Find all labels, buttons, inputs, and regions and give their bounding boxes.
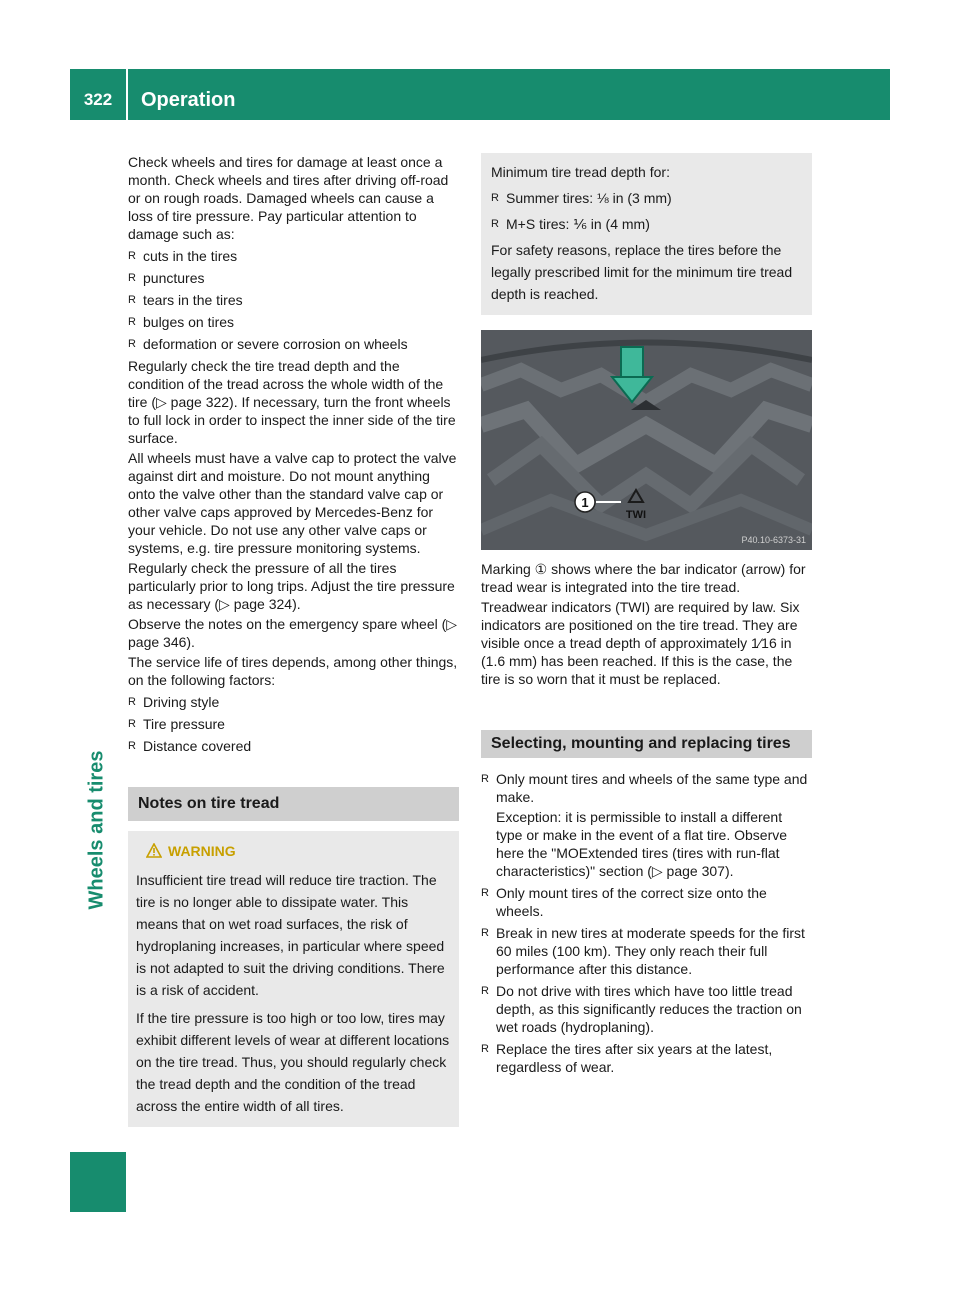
tire-tread-figure [481, 330, 812, 550]
list-item: R deformation or severe corrosion on wheels [128, 335, 459, 353]
list-item: R Driving style [128, 693, 459, 711]
warning-box [128, 831, 459, 1127]
list-item: R tears in the tires [128, 291, 459, 309]
list-item: R punctures [128, 269, 459, 287]
list-item-note: Exception: it is permissible to install a different type or make in the event of a flat tire. Observe here the "MOExtended tires (tires with run-flat characteristics)" section (▷ page 307). [496, 809, 788, 879]
warning-heading: WARNING [136, 841, 451, 863]
list-item: R Only mount tires and wheels of the same type and make. Exception: it is permissible to install a different type or make in the event of a flat tire. Observe here the "MOExtended tires (tires with run-flat characteristics)" section (▷ page 307). [481, 770, 812, 880]
sidebar-chapter-text: Wheels and tires [85, 750, 108, 910]
figure-marker-1: 1 [581, 495, 589, 510]
list-item: R bulges on tires [128, 313, 459, 331]
figure-twi-label: TWI [625, 509, 647, 521]
list-item: R Break in new tires at moderate speeds for the first 60 miles (100 km). They only reach their full performance after this distance. [481, 924, 812, 978]
list-item: R Only mount tires of the correct size onto the wheels. [481, 884, 812, 920]
list-item: R Tire pressure [128, 715, 459, 733]
service-life-paragraph: The service life of tires depends, among other things, on the following factors: [128, 654, 458, 688]
header-divider [126, 69, 128, 120]
sidebar-chapter-label [82, 720, 112, 940]
page-title: Operation [141, 89, 236, 111]
list-item: R M+S tires: ⅙ in (4 mm) [491, 213, 802, 235]
left-column [128, 153, 459, 1127]
section-heading-tire-tread: Notes on tire tread [128, 787, 459, 821]
damage-list [128, 247, 459, 353]
valve-cap-paragraph: All wheels must have a valve cap to protect the valve against dirt and moisture. Do not mount anything onto the valve other than the standard valve cap or other valve caps approved by Mercedes-Benz for your vehicle. Do not use any other valve caps or systems, e.g. tire pressure monitoring systems. [128, 450, 457, 556]
min-tread-note: For safety reasons, replace the tires before the legally prescribed limit for the minimum tire tread depth is reached. [491, 242, 793, 302]
factors-list [128, 693, 459, 755]
figure-code: P40.10-6373-31 [741, 535, 806, 545]
list-item: R Summer tires: ⅛ in (3 mm) [491, 187, 802, 209]
marking-paragraph: Marking ① shows where the bar indicator (arrow) for tread wear is integrated into the tire tread. [481, 561, 806, 595]
spare-wheel-paragraph: Observe the notes on the emergency spare wheel (▷ page 346). [128, 616, 458, 650]
list-item: R Do not drive with tires which have too little tread depth, as this significantly reduces the traction on wet roads (hydroplaning). [481, 982, 812, 1036]
min-tread-title: Minimum tire tread depth for: [491, 164, 670, 180]
page-number: 322 [83, 90, 113, 109]
list-item: R Distance covered [128, 737, 459, 755]
twi-paragraph: Treadwear indicators (TWI) are required by law. Six indicators are positioned on the tire tread. They are visible once a tread depth of approximately 1⁄16 in (1.6 mm) has been reached. If this is the case, the tire is so worn that it must be replaced. [481, 599, 800, 687]
pressure-paragraph: Regularly check the pressure of all the tires particularly prior to long trips. Adjust the tire pressure as necessary (▷ page 324). [128, 560, 455, 612]
right-column [481, 153, 812, 1080]
list-item: R cuts in the tires [128, 247, 459, 265]
warning-text-1: Insufficient tire tread will reduce tire traction. The tire is no longer able to dissipate water. This means that on wet road surfaces, the risk of hydroplaning increases, in particular where speed is not adapted to suit the driving conditions. There is a risk of accident. [136, 872, 445, 998]
list-item: R Replace the tires after six years at the latest, regardless of wear. [481, 1040, 812, 1076]
warning-triangle-icon [146, 843, 162, 863]
intro-paragraph: Check wheels and tires for damage at least once a month. Check wheels and tires after driving off-road or on rough roads. Damaged wheels can cause a loss of tire pressure. Pay particular attention to damage such as: [128, 154, 449, 242]
warning-text-2: If the tire pressure is too high or too low, tires may exhibit different levels of wear at different locations on the tire tread. Thus, you should regularly check the tread depth and the condition of the tread across the entire width of all tires. [136, 1010, 450, 1114]
sidebar-tab-block [70, 1152, 126, 1212]
tire-tread-illustration [481, 330, 812, 550]
section-heading-selecting-tires: Selecting, mounting and replacing tires [481, 730, 812, 758]
selecting-list [481, 770, 812, 1076]
tread-check-paragraph: Regularly check the tire tread depth and the condition of the tread across the whole width of the tire (▷ page 322). If necessary, turn the front wheels to full lock in order to inspect the inner side of the tire surface. [128, 358, 456, 446]
min-tread-box [481, 153, 812, 315]
